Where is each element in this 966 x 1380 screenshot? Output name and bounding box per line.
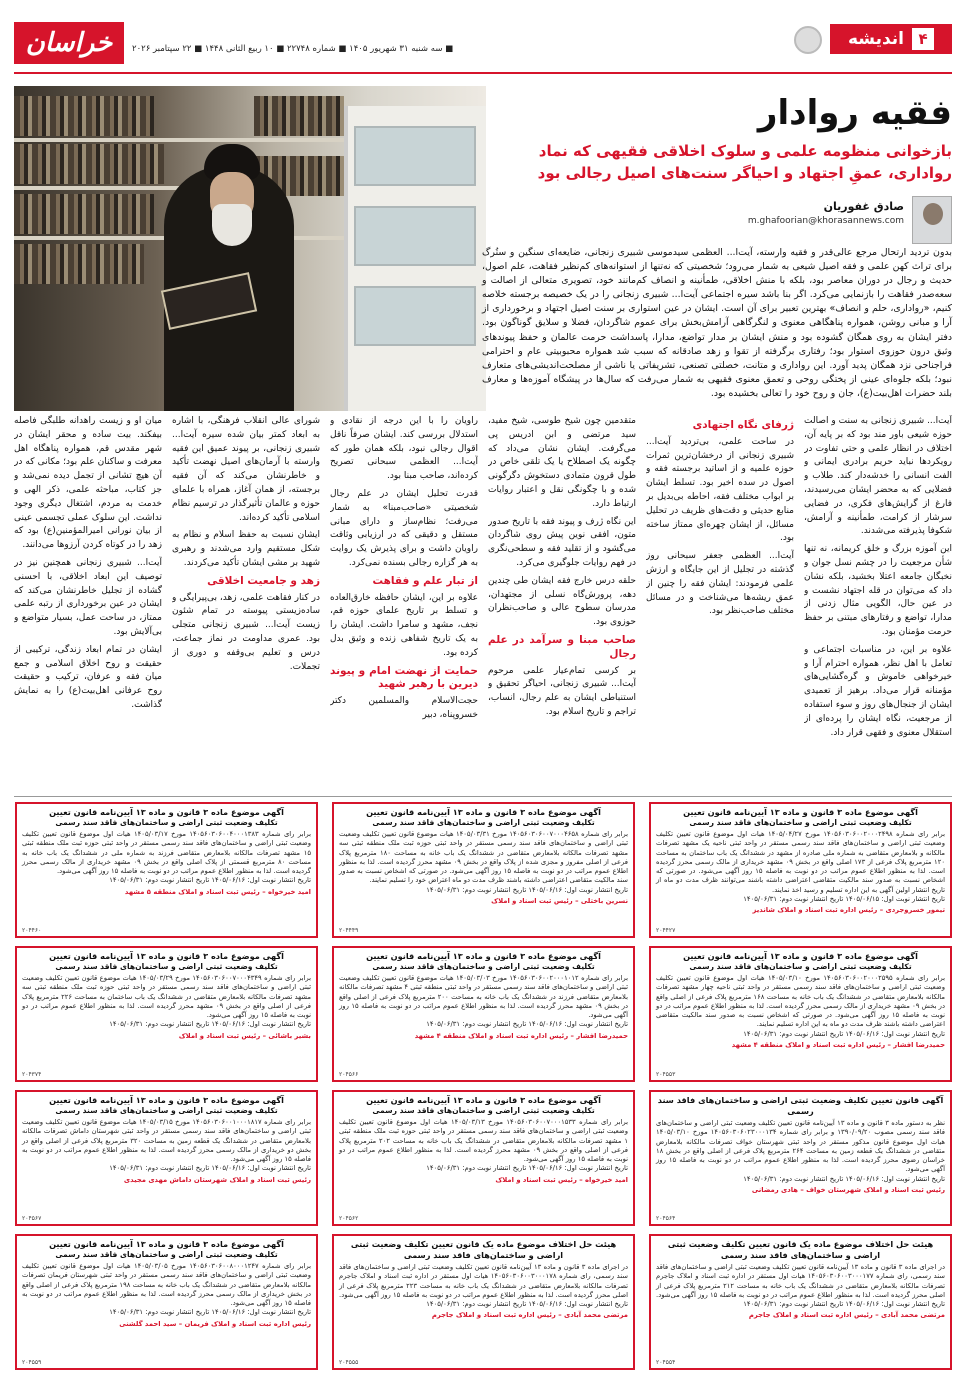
- notice-title: آگهی موضوع ماده ۳ قانون و ماده ۱۳ آیین‌نامه قانون تعیین: [366, 951, 601, 961]
- notice-subtitle: تکلیف وضعیت ثبتی اراضی و ساختمان‌های فاقد سند رسمی: [372, 962, 595, 971]
- notice-title: آگهی موضوع ماده ۳ قانون و ماده ۱۳ آیین‌نامه قانون تعیین: [49, 807, 284, 817]
- notice-dates: تاریخ انتشار نوبت اول: ۱۴۰۵/۰۶/۱۶ تاریخ انتشار نوبت دوم: ۱۴۰۵/۰۶/۳۱: [426, 1300, 628, 1309]
- article-column-4: [330, 415, 478, 790]
- notice-signature: مرتضی محمد آبادی – رئیس اداره ثبت اسناد و املاک جاجرم: [748, 1311, 945, 1320]
- paragraph: در ساحت علمی، بی‌تردید آیت‌ا... شبیری زنجانی از درخشان‌ترین ثمرات حوزه علمیه و از اساتید برجسته فقه و اصول در سده اخیر بود. تسلط ایشان بر ابواب مختلف فقه، احاطه بی‌بدیل بر منابع حدیثی و دقت‌های ظریف در تحلیل مسائل، از ایشان چهره‌ای ممتاز ساخته بود.: [646, 436, 794, 544]
- notice-dates: تاریخ انتشار نوبت اول: ۱۴۰۵/۰۶/۱۶ تاریخ انتشار نوبت دوم: ۱۴۰۵/۰۶/۳۱: [109, 876, 311, 885]
- ads-divider: [14, 796, 952, 797]
- cabinet-glass: [354, 206, 476, 266]
- notice-subtitle: تکلیف وضعیت ثبتی اراضی و ساختمان‌های فاقد سند رسمی: [372, 818, 595, 827]
- legal-notice: [15, 1234, 318, 1370]
- notice-body: برابر رای شماره ۱۴۰۵۶۰۳۰۶۰۰۲۰۰۰۲۵۹۵ مورخ ۱۴۰۵/۰۳/۱۰ هیات اول موضوع قانون تعیین تکلیف وضعیت ثبتی اراضی و ساختمان‌های فاقد سند رسمی مستقر در واحد ثبتی ناحیه چهار مشهد تصرفات مالکانه بلامعارض متقاضی در ششدانگ یک باب خانه به مساحت ۱۶۸ مترمربع پلاک فرعی از اصلی واقع در بخش ۰۹ مشهد خریداری از مالک رسمی محرز گردیده است. لذا به منظور اطلاع عموم مراتب در دو نوبت به فاصله ۱۵ روز آگهی می‌شود. در صورتی که اشخاص نسبت به صدور سند مالکیت متقاضی اعتراضی داشته باشند ظرف مدت دو ماه به این اداره تسلیم نمایند.: [656, 974, 945, 1029]
- notice-subtitle: تکلیف وضعیت ثبتی اراضی و ساختمان‌های فاقد سند رسمی: [55, 818, 278, 827]
- notice-subtitle: تکلیف وضعیت ثبتی اراضی و ساختمان‌های فاقد سند رسمی: [55, 1250, 278, 1259]
- article-column-6: [14, 415, 162, 790]
- notice-title: آگهی موضوع ماده ۳ قانون و ماده ۱۳ آیین‌نامه قانون تعیین: [683, 807, 918, 817]
- cabinet-glass: [354, 286, 476, 346]
- notice-body: برابر رای شماره ۱۴۰۵۶۰۳۰۶۰۰۱۰۰۰۱۸۱۷ مورخ ۱۴۰۵/۰۳/۱۵ هیات موضوع قانون تعیین تکلیف وضعیت ثبتی اراضی و ساختمان‌های فاقد سند رسمی مستقر در واحد ثبتی شهرستان داماش تصرفات مالکانه بلامعارض متقاضی در ششدانگ یک قطعه زمین به مساحت ۳۲۰ مترمربع پلاک فرعی از اصلی واقع در بخش دو خریداری از مالک رسمی محرز گردیده است. لذا به منظور اطلاع عموم مراتب در دو نوبت به فاصله ۱۵ روز آگهی می‌شود.: [22, 1118, 312, 1164]
- legal-notice: [649, 802, 952, 938]
- article-column-3: [488, 415, 636, 790]
- page-header: [14, 14, 952, 72]
- notice-subtitle: تکلیف وضعیت ثبتی اراضی و ساختمان‌های فاقد سند رسمی: [55, 962, 278, 971]
- notice-title: آگهی موضوع ماده ۳ قانون و ماده ۱۳ آیین‌نامه قانون تعیین: [49, 951, 284, 961]
- notice-dates: تاریخ انتشار نوبت اول: ۱۴۰۵/۰۶/۱۶ تاریخ انتشار نوبت دوم: ۱۴۰۵/۰۶/۳۱: [109, 1164, 311, 1173]
- paragraph: حلقه درس خارج فقه ایشان طی چندین دهه، پرورش‌گاه نسلی از مجتهدان، مدرسان سطوح عالی و صاحب‌نظران حوزوی بود.: [488, 575, 636, 628]
- notice-code: ۲۰۴۳۷۴: [22, 1071, 42, 1078]
- notice-code: ۲۰۴۴۴۹: [339, 927, 359, 934]
- notice-signature: تیمور خسروجردی – رئیس اداره ثبت اسناد و املاک شاندیز: [752, 906, 945, 915]
- author-name: صادق غفوریان: [823, 200, 904, 213]
- notice-subtitle: تکلیف وضعیت ثبتی اراضی و ساختمان‌های فاقد سند رسمی: [372, 1106, 595, 1115]
- notice-code: ۲۰۴۴۶۰: [22, 927, 42, 934]
- legal-notice: [649, 946, 952, 1082]
- notice-code: ۲۰۴۵۵۳: [656, 1071, 676, 1078]
- paragraph: متقدمین چون شیخ طوسی، شیخ مفید، سید مرتضی و ابن ادریس پی می‌گرفت. ایشان نشان می‌داد که چگونه یک اصطلاح یا یک تلقی خاص در طول قرون متمادی دستخوش دگرگونی شده و با چگونگی نقل و اعتبار روایات ارتباط دارد.: [488, 416, 636, 509]
- paragraph: علاوه بر این، ایشان حافظه خارق‌العاده و تسلط بر تاریخ علمای حوزه قم، نجف، مشهد و سامرا داشت. ایشان را به یک تاریخ شفاهی زنده و وثیق بدل کرده بود.: [330, 592, 478, 658]
- notice-body: نظر به دستور ماده ۳ قانون و ماده ۱۳ آیین‌نامه قانون تعیین تکلیف وضعیت ثبتی اراضی و ساختمان‌های فاقد سند رسمی مصوب ۱۳۹۰/۰۹/۲۰ و برابر رای شماره ۱۴۰۵۶۰۳۰۶۰۲۳۰۰۰۱۳۴ مورخ ۱۴۰۵/۰۳/۱۰ هیات اول موضوع قانون مذکور مستقر در واحد ثبتی شهرستان خواف تصرفات مالکانه بلامعارض متقاضی در ششدانگ یک قطعه زمین به مساحت ۲۶۴ مترمربع پلاک فرعی از اصلی واقع در بخش ۱۸ خراسان رضوی محرز گردیده است. لذا به منظور اطلاع عموم مراتب در دو نوبت به فاصله ۱۵ روز آگهی می‌شود.: [656, 1119, 945, 1174]
- notice-signature: حمیدرضا افشار – رئیس اداره ثبت اسناد و املاک منطقه ۴ مشهد: [731, 1041, 945, 1050]
- notice-dates: تاریخ انتشار نوبت اول: ۱۴۰۵/۰۶/۱۶ تاریخ انتشار نوبت دوم: ۱۴۰۵/۰۶/۳۱: [109, 1020, 311, 1029]
- paragraph: ایشان در تمام ابعاد زندگی، ترکیبی از حقیقت و روح اخلاق اسلامی و جمع میان فقه و عرفان، ترکیب و حقیقت روح عرفانی اهل‌بیت(ع) را به نمایش گذاشت.: [14, 644, 162, 710]
- notice-body: برابر رای شماره ۱۴۰۵۶۰۳۰۶۰۰۴۰۰۰۱۳۸۳ مورخ ۱۴۰۵/۰۳/۱۷ هیات اول موضوع قانون تعیین تکلیف وضعیت ثبتی اراضی و ساختمان‌های فاقد سند رسمی مستقر در واحد ثبتی حوزه ثبت ملک منطقه ثبتی ۱۵ مشهد تصرفات مالکانه بلامعارض متقاضی فرزند به شماره ملی در ششدانگ یک باب خانه به مساحت ۸۰ مترمربع قسمتی از پلاک اصلی واقع در بخش ۰۹ مشهد خریداری از مالک رسمی محرز گردیده است. لذا به منظور اطلاع عموم مراتب در دو نوبت به فاصله ۱۵ روز آگهی می‌شود.: [22, 830, 312, 876]
- bookshelf-row: [254, 96, 344, 136]
- legal-notice: [649, 1234, 952, 1370]
- legal-notice: [332, 1090, 635, 1226]
- author-email[interactable]: m.ghafoorian@khorasannews.com: [747, 216, 904, 226]
- notice-body: برابر رای شماره ۱۴۰۵۶۰۳۰۶۰۰۷۰۰۰۴۶۵۸ مورخ ۱۴۰۵/۰۳/۳۱ هیات موضوع قانون تعیین تکلیف وضعیت ثبتی اراضی و ساختمان‌های فاقد سند رسمی مستقر در واحد ثبتی حوزه ثبت ملک منطقه ثبتی سه مشهد تصرفات مالکانه بلامعارض متقاضی در ششدانگ یک باب خانه به مساحت ۱۸۰ مترمربع پلاک فرعی از اصلی مفروز و مجزی شده از پلاک واقع در بخش ۰۹ مشهد محرز گردیده است. لذا به منظور اطلاع عموم مراتب در دو نوبت به فاصله ۱۵ روز آگهی می‌شود. در صورتی که اشخاص نسبت به صدور سند مالکیت متقاضی اعتراضی داشته باشند ظرف مدت دو ماه اعتراض خود را تسلیم نمایند.: [339, 830, 628, 885]
- section-label: اندیشه: [847, 29, 905, 49]
- legal-notice: [332, 946, 635, 1082]
- article-lead: بدون تردید ارتحال مرجع عالی‌قدر و فقیه وارسته، آیت‌ا... العظمی سیدموسی شبیری زنجانی، ضایعه‌ای سنگین و ستُرگ برای تراث کهن علمی و فقه اصیل شیعی به شمار می‌رود؛ شخصیتی که نه‌تنها از استوانه‌های کم‌نظیر فقاهت، علم اصول، حدیث و رجال در دوران معاصر بود، بلکه با منش اخلاقی، طمأنینه و انصاف کم‌مانند خود، تصویری متعالی از اصالت و سعه‌صدر فقاهت را بازنمایی می‌کرد. اگر بنا باشد سیره اجتماعی آیت‌ا... شبیری زنجانی را در یک خصیصه برجسته خلاصه کنیم، «رواداری، حلم و انصاف» بهترین تعبیر برای آن است. ایشان در عین استواری بر سنت اصیل اجتهاد و برخورداری از آرا و مبانی روشن، همواره پناهگاهی معنوی و لنگرگاهی آرامش‌بخش برای عموم شاگردان، فضلا و سلایق گوناگون بود. دفتر ایشان به روی همگان گشوده بود و منش ایشان بر مدار تواضع، مدارا، پاسداشت حرمت عالمان و حفظ پیوندهای وثیق درون حوزوی استوار بود؛ رفتاری برگرفته از تقوا و زهد صادقانه که سبب شد همواره محبوبیتی عام و احترامی فراجناحی نزد همگان پدید آورد. این رواداری و متانت، خصلتی تصنعی، تشریفاتی یا ناشی از مصلحت‌اندیشی‌های متعارف نبود؛ بلکه جلوه‌ای عینی از پختگی روحی و تعمق معنوی فقیهی به شمار می‌رفت که سال‌ها در پیشگاه آموزه‌ها و معارف بلند حضرات اهل‌بیت(ع)، جان و روح خود را تعالی بخشیده بود.: [482, 247, 952, 399]
- paragraph: بر کرسی تمام‌عیار علمی مرحوم آیت‌ا... شبیری زنجانی، احیاگر تحقیق و استنباطی ایشان به علم رجال، انساب، تراجم و تاریخ اسلام بود.: [488, 665, 636, 717]
- notice-title: آگهی موضوع ماده ۳ قانون و ماده ۱۳ آیین‌نامه قانون تعیین: [366, 1095, 601, 1105]
- notice-signature: امید خیرخواه – رئیس ثبت اسناد و املاک: [495, 1175, 628, 1184]
- legal-notice: [15, 946, 318, 1082]
- author-block: [512, 196, 952, 244]
- notice-body: برابر رای شماره ۱۴۰۵۶۰۳۰۶۰۰۲۰۰۰۲۴۹۸ مورخ ۱۴۰۵/۰۴/۲۷ هیات اول موضوع قانون تعیین تکلیف وضعیت ثبتی اراضی و ساختمان‌های فاقد سند رسمی مستقر در واحد ثبتی ناحیه یک مشهد تصرفات مالکانه و بلامعارض متقاضی به شماره ملی صادره از مشهد در ششدانگ یک باب ساختمان به مساحت ۱۲۰ مترمربع پلاک فرعی از ۱۷۳ اصلی واقع در بخش ۰۹ مشهد خریداری از مالک رسمی محرز گردیده است. لذا به منظور اطلاع عموم مراتب در دو نوبت به فاصله ۱۵ روز آگهی می‌شود. در صورتی که اشخاص نسبت به صدور سند مالکیت متقاضی اعتراضی داشته باشند می‌توانند ظرف مدت دو ماه از تاریخ انتشار اولین آگهی به این اداره تسلیم و رسید اخذ نمایند.: [656, 830, 945, 894]
- notice-signature: مرتضی محمد آبادی – رئیس اداره ثبت اسناد و املاک جاجرم: [431, 1311, 628, 1320]
- section-tag: [830, 24, 952, 54]
- bookshelf-row: [14, 144, 164, 184]
- notice-code: ۲۰۴۵۵۴: [656, 1359, 676, 1366]
- bookshelf-row: [14, 244, 144, 284]
- notice-dates: تاریخ انتشار نوبت اول: ۱۴۰۵/۰۶/۱۶ تاریخ انتشار نوبت دوم: ۱۴۰۵/۰۶/۳۱: [743, 1174, 945, 1183]
- headline-block: [512, 92, 952, 184]
- notice-body: در اجرای ماده ۳ قانون و ماده ۱۳ آیین‌نامه قانون تعیین تکلیف وضعیت ثبتی اراضی و ساختمان‌های فاقد سند رسمی، رای شماره ۱۴۰۵۶۰۳۰۶۰۰۳۰۰۰۱۷۸ هیات اول مستقر در اداره ثبت اسناد و املاک جاجرم تصرفات مالکانه بلامعارض متقاضی در ششدانگ یک باب خانه به مساحت ۲۲۳ مترمربع پلاک فرعی از اصلی محرز گردیده است. لذا به منظور اطلاع عموم مراتب در دو نوبت به فاصله ۱۵ روز آگهی می‌شود.: [339, 1263, 628, 1299]
- notice-signature: نسرین باختلی – رئیس ثبت اسناد و املاک: [491, 897, 628, 906]
- notice-title: آگهی موضوع ماده ۳ قانون و ماده ۱۳ آیین‌نامه قانون تعیین: [49, 1239, 284, 1249]
- header-divider: [14, 72, 952, 74]
- notice-code: ۲۰۴۵۵۵: [339, 1359, 359, 1366]
- lightbulb-icon: [794, 26, 822, 54]
- newspaper-logo: خراسان: [14, 22, 124, 64]
- legal-notice: [649, 1090, 952, 1226]
- bookshelf-row: [14, 194, 154, 234]
- notice-dates: تاریخ انتشار نوبت اول: ۱۴۰۵/۰۶/۱۶ تاریخ انتشار نوبت دوم: ۱۴۰۵/۰۶/۳۱: [109, 1308, 311, 1317]
- paragraph: علاوه بر این، در مناسبات اجتماعی و تعامل با اهل نظر، همواره احترام آرا و خیرخواهی خاموش و گره‌گشایی‌های مؤمنانه قرار می‌داد. برهیز از تعمیدی ایشان از جنجال‌های روز و سوء استفاده از مرجعیت، نگاه ایشان را پرده‌ای از استقلال معنوی و فقهی قرار داد.: [804, 644, 952, 738]
- legal-notice: [15, 802, 318, 938]
- notice-signature: بشیر باشائی – رئیس ثبت اسناد و املاک: [178, 1031, 311, 1040]
- paragraph: راویان را با این درجه از نقادی و استدلال بررسی کند. ایشان صرفاً ناقل اقوال رجالی نبود، بلکه همان طور که آیت‌ا... العظمی سبحانی تصریح کرده‌اند، صاحب مبنا بود.: [330, 416, 478, 482]
- notice-dates: تاریخ انتشار نوبت اول: ۱۴۰۵/۰۶/۱۶ تاریخ انتشار نوبت دوم: ۱۴۰۵/۰۶/۳۱: [743, 1300, 945, 1309]
- notice-code: ۲۰۴۴۲۷: [656, 927, 676, 934]
- notice-title: آگهی موضوع ماده ۳ قانون و ماده ۱۳ آیین‌نامه قانون تعیین: [49, 1095, 284, 1105]
- notice-body: برابر رای شماره ۱۴۰۵۶۰۳۰۶۰۰۸۰۰۰۱۲۴۷ مورخ ۱۴۰۵/۰۳/۰۵ هیات اول موضوع قانون تعیین تکلیف وضعیت ثبتی اراضی و ساختمان‌های فاقد سند رسمی مستقر در واحد ثبتی شهرستان فریمان تصرفات مالکانه بلامعارض متقاضی در ششدانگ یک باب خانه به مساحت ۱۹۸ مترمربع پلاک فرعی از اصلی واقع در بخش خریداری از مالک رسمی محرز گردیده است. لذا به منظور اطلاع عموم مراتب در دو نوبت به فاصله ۱۵ روز آگهی می‌شود.: [22, 1262, 311, 1308]
- cleric-beard: [212, 204, 252, 246]
- notice-body: برابر رای شماره ۱۴۰۵۶۰۳۰۶۰۰۷۰۰۰۱۵۳۳ مورخ ۱۴۰۵/۰۳/۱۳ هیات اول موضوع قانون تعیین تکلیف وضعیت ثبتی اراضی و ساختمان‌های فاقد سند رسمی مستقر در واحد ثبتی حوزه ثبت ملک منطقه ثبتی ۱ مشهد تصرفات مالکانه بلامعارض متقاضی در ششدانگ یک باب خانه به مساحت ۲۰۲ مترمربع پلاک فرعی از اصلی واقع در بخش ۰۹ مشهد محرز گردیده است. لذا به منظور اطلاع عموم مراتب در دو نوبت به فاصله ۱۵ روز آگهی می‌شود.: [339, 1118, 628, 1164]
- notice-signature: رئیس اداره ثبت اسناد و املاک فریمان – سید احمد گلشنی: [119, 1319, 311, 1328]
- notice-code: ۲۰۴۵۶۶: [339, 1071, 359, 1078]
- legal-notices-grid: [14, 802, 952, 1370]
- article-column-1: [804, 415, 952, 790]
- notice-code: ۲۰۴۵۶۷: [22, 1215, 42, 1222]
- section-heading: از تبار علم و فقاهت: [372, 574, 478, 587]
- legal-notice: [332, 802, 635, 938]
- notice-dates: تاریخ انتشار نوبت اول: ۱۴۰۵/۰۶/۱۶ تاریخ انتشار نوبت دوم: ۱۴۰۵/۰۶/۳۱: [426, 1020, 628, 1029]
- section-heading: صاحب مبنا و سرآمد در علم رجال: [488, 633, 636, 660]
- notice-subtitle: تکلیف وضعیت ثبتی اراضی و ساختمان‌های فاقد سند رسمی: [689, 962, 912, 971]
- notice-subtitle: تکلیف وضعیت ثبتی اراضی و ساختمان‌های فاقد سند رسمی: [689, 818, 912, 827]
- article-title: فقیه روادار: [757, 93, 952, 133]
- section-heading: ژرفای نگاه اجتهادی: [692, 419, 794, 431]
- legal-notice: [332, 1234, 635, 1370]
- paragraph: این نگاه ژرف و پیوند فقه با تاریخ صدور متون، افقی نوین پیش روی شاگردان می‌گشود و از تقلید فقه و سطحی‌نگری در فهم روایات جلوگیری می‌کرد.: [488, 516, 636, 568]
- notice-signature: رئیس ثبت اسناد و املاک شهرستان خواف – هادی رمضانی: [751, 1186, 945, 1195]
- notice-title: هیئت حل اختلاف موضوع ماده یک قانون تعیین تکلیف وضعیت ثبتی اراضی و ساختمان‌های فاقد سند رسمی: [350, 1239, 617, 1260]
- notice-subtitle: تکلیف وضعیت ثبتی اراضی و ساختمان‌های فاقد سند رسمی: [55, 1106, 278, 1115]
- paragraph: قدرت تحلیل ایشان در علم رجال شخصیتی «صاحب‌مبنا» به شمار می‌رفت؛ نظام‌ساز و دارای مبانی مستقل و دقیقی که در ارزیابی وثاقت راویان داشت و برای پذیرش یک روایت به هر گزاره رجالی بسنده نمی‌کرد.: [330, 488, 478, 568]
- cabinet-glass: [354, 126, 476, 186]
- notice-signature: حمیدرضا افشار – رئیس اداره ثبت اسناد و املاک منطقه ۴ مشهد: [414, 1031, 628, 1040]
- notice-title: آگهی موضوع ماده ۳ قانون و ماده ۱۳ آیین‌نامه قانون تعیین: [683, 951, 918, 961]
- paragraph: شورای عالی انقلاب فرهنگی، با اشاره به ابعاد کمتر بیان شده سیره آیت‌ا... شبیری زنجانی، بر پیوند عمیق این فقیه وارسته با آرمان‌های اصیل نهضت تأکید و خاطرنشان می‌کند که آن فقیه برجسته، از همان آغاز، همراه با علمای حوزه و عالمان تأثیرگذار در ترسیم نظام اسلامی تأکید کرده‌اند.: [172, 416, 320, 523]
- notice-code: ۲۰۴۵۶۲: [339, 1215, 359, 1222]
- notice-dates: تاریخ انتشار نوبت اول: ۱۴۰۵/۰۶/۱۶ تاریخ انتشار نوبت دوم: ۱۴۰۵/۰۶/۳۱: [426, 1164, 628, 1173]
- paragraph: در کنار فقاهت علمی، زهد، بی‌پیرایگی و ساده‌زیستی پیوسته در تمام شئون زیست آیت‌ا... شبیری زنجانی متجلی بود. عمری مداومت در نماز جماعت، درس و تعلیم بی‌وقفه و دوری از تجملات.: [172, 592, 320, 672]
- article-subtitle: بازخوانی منظومه علمی و سلوک اخلاقی فقیهی که نماد رواداری، عمقِ اجتهاد و احیاگر سنت‌های اصیل رجالی بود: [537, 142, 952, 182]
- section-heading: زهد و جامعیت اخلاقی: [207, 574, 320, 587]
- paragraph: این آموزه بزرگ و خلق کریمانه، نه تنها شأن مرجعیت را در چشم نسل جوان و نخبگان جامعه اعتلا بخشید، بلکه نشان داد که می‌توان در قله اجتهاد نشست و در عین حال، الگویی مثال زدنی از مدارا، تواضع و رفتارهای مبتنی بر حفظ حرمت مؤمنان بود.: [804, 544, 952, 637]
- notice-signature: رئیس ثبت اسناد و املاک شهرستان داماش مهدی مجیدی: [123, 1175, 311, 1184]
- notice-dates: تاریخ انتشار نوبت اول: ۱۴۰۵/۰۶/۱۶ تاریخ انتشار نوبت دوم: ۱۴۰۵/۰۶/۳۱: [743, 1029, 945, 1038]
- notice-signature: امید خیرخواه – رئیس ثبت اسناد و املاک منطقه ۵ مشهد: [124, 887, 311, 896]
- notice-code: ۲۰۴۵۵۹: [22, 1359, 42, 1366]
- paragraph: آیت‌ا... شبیری زنجانی به سنت و اصالت حوزه شیعی باور مند بود که بر پایه آن، اختلاف در انظار علمی و حتی تفاوت در رویکردها نباید حریم برادری ایمانی و الفت انسانی را خدشه‌دار کند. طلاب و فضلایی که به محضر ایشان می‌رسیدند، فارغ از گرایش‌های فکری، در فضایی سرشار از کرامت، طمأنینه و آرامش، شکوفا پذیرفته می‌شدند.: [804, 416, 952, 537]
- paragraph: حجت‌الاسلام والمسلمین دکتر خسروپناه، دبیر: [330, 696, 478, 720]
- notice-dates: تاریخ انتشار نوبت اول: ۱۴۰۵/۰۶/۱۶ تاریخ انتشار نوبت دوم: ۱۴۰۵/۰۶/۳۱: [426, 885, 628, 894]
- dateline: ■ سه شنبه ۳۱ شهریور ۱۴۰۵ ■ شماره ۲۲۷۴۸ ■ ۱۰ ربیع الثانی ۱۴۴۸ ■ ۲۲ سپتامبر ۲۰۲۶: [132, 44, 454, 54]
- section-heading: حمایت از نهضت امام و پیوند دیرین با رهبر شهید: [330, 664, 478, 691]
- bookshelf-row: [14, 96, 154, 136]
- paragraph: ایشان نسبت به حفظ اسلام و نظام به شکل مستقیم وارد می‌شدند و رهبری شهید بر مشی ایشان تأکید می‌کردند.: [172, 530, 320, 568]
- notice-body: در اجرای ماده ۳ قانون و ماده ۱۳ آیین‌نامه قانون تعیین تکلیف وضعیت ثبتی اراضی و ساختمان‌های فاقد سند رسمی، رای شماره ۱۴۰۵۶۰۳۰۶۰۰۳۰۰۰۱۷۷ هیات اول مستقر در اداره ثبت اسناد و املاک جاجرم تصرفات مالکانه بلامعارض متقاضی در ششدانگ یک باب خانه به مساحت ۲۱۲ مترمربع پلاک فرعی از اصلی محرز گردیده است. لذا به منظور اطلاع عموم مراتب در دو نوبت به فاصله ۱۵ روز آگهی می‌شود.: [656, 1263, 945, 1299]
- paragraph: آیت‌ا... شبیری زنجانی همچنین نیز در توصیف این ابعاد اخلاقی، با احسنی گشاده از تجلیل خاطرنشان می‌کند که ایشان در عین برخورداری از رتبه علمی ممتاز، در ساحت عمل، بسیار متواضع و بی‌آلایش بود.: [14, 557, 162, 637]
- notice-title: آگهی موضوع ماده ۳ قانون و ماده ۱۳ آیین‌نامه قانون تعیین: [366, 807, 601, 817]
- paragraph: آیت‌ا... العظمی جعفر سبحانی روز گذشته در تجلیل از این جایگاه و ارزش علمی فرمودند: ایشان فقه را چنین از عمق ریشه‌ها می‌شناخت و در مسائل مختلف صاحب‌نظر بود.: [646, 551, 794, 617]
- notice-dates: تاریخ انتشار نوبت اول: ۱۴۰۵/۰۶/۱۵ تاریخ انتشار نوبت دوم: ۱۴۰۵/۰۶/۳۱: [743, 895, 945, 904]
- notice-code: ۲۰۴۵۶۴: [656, 1215, 676, 1222]
- notice-title: آگهی قانون تعیین تکلیف وضعیت ثبتی اراضی و ساختمان‌های فاقد سند رسمی: [657, 1095, 944, 1116]
- notice-body: برابر رای شماره ۱۴۰۵۶۰۳۰۶۰۰۷۰۰۰۴۳۴۹ مورخ ۱۴۰۵/۰۳/۲۹ هیات موضوع قانون تعیین تکلیف وضعیت ثبتی اراضی و ساختمان‌های فاقد سند رسمی مستقر در واحد ثبتی حوزه ثبت ملک منطقه ثبتی سه مشهد تصرفات مالکانه بلامعارض متقاضی در ششدانگ یک باب ساختمان به مساحت ۲۲۶ مترمربع پلاک فرعی از اصلی واقع در بخش ۰۹ مشهد محرز گردیده است. لذا به منظور اطلاع عموم مراتب در دو نوبت به فاصله ۱۵ روز آگهی می‌شود.: [22, 974, 311, 1020]
- section-number: ۴: [912, 28, 934, 50]
- author-avatar: [912, 196, 952, 244]
- article-photo: [14, 86, 486, 411]
- article-column-2: [646, 415, 794, 790]
- paragraph: میان او و زیست راهدانه طلبگی فاصله بیفکند. بیت ساده و محقر ایشان در شهر مقدس قم، همواره پناهگاه اهل معرفت و ساکنان علم بود؛ مکانی که در آن هیچ تشانی از تجمل دیده نمی‌شد و جز کتاب، مباحثه علمی، ذکر الهی و خدمت به مردم، اشتغال دیگری وجود نداشت. این سلوک عملی تجسمی عینی از بیان نورانی امیرالمؤمنین(ع) بود که زهد را در کوتاه کردن آرزوها می‌دانند.: [14, 416, 162, 551]
- legal-notice: [15, 1090, 318, 1226]
- notice-title: هیئت حل اختلاف موضوع ماده یک قانون تعیین تکلیف وضعیت ثبتی اراضی و ساختمان‌های فاقد سند رسمی: [667, 1239, 934, 1260]
- article-column-5: [172, 415, 320, 790]
- notice-body: برابر رای شماره ۱۴۰۵۶۰۳۰۶۰۰۲۰۰۰۱۰۱۲ مورخ ۱۴۰۵/۰۳/۰۳ هیات موضوع قانون تعیین تکلیف وضعیت ثبتی اراضی و ساختمان‌های فاقد سند رسمی مستقر در واحد ثبتی منطقه ثبتی ۴ مشهد تصرفات مالکانه بلامعارض متقاضی فرزند در ششدانگ یک باب خانه به مساحت ۲۰۰ مترمربع پلاک فرعی از اصلی واقع در بخش ۰۹ مشهد محرز گردیده است. لذا به منظور اطلاع عموم مراتب در دو نوبت به فاصله ۱۵ روز آگهی می‌شود.: [339, 974, 628, 1020]
